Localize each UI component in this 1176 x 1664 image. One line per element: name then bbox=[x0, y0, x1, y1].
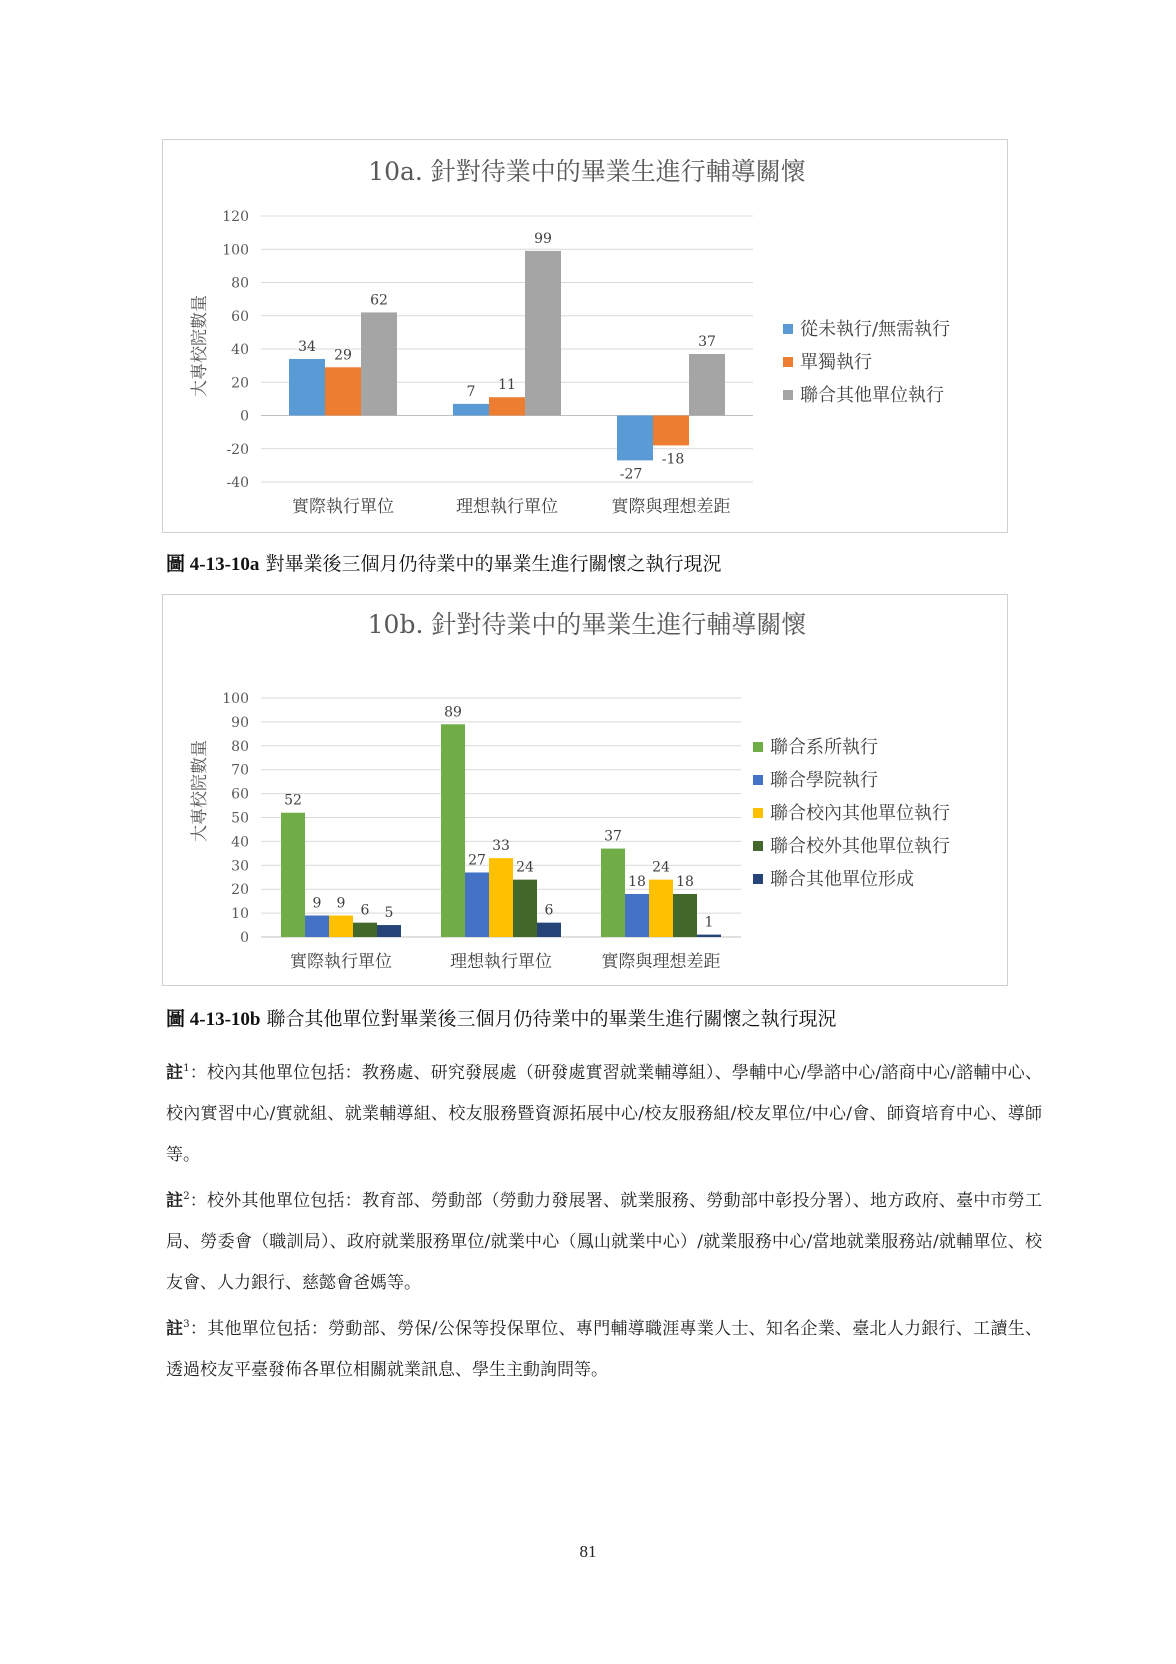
caption-text: 對畢業後三個月仍待業中的畢業生進行關懷之執行現況 bbox=[259, 553, 722, 575]
figure-caption-10a bbox=[166, 549, 721, 576]
bar bbox=[537, 923, 561, 937]
caption-label: 圖 4-13-10b bbox=[166, 1009, 261, 1030]
data-label: 6 bbox=[544, 902, 554, 919]
data-label: 1 bbox=[704, 914, 714, 931]
legend-entry: 從未執行/無需執行 bbox=[800, 319, 951, 340]
bar bbox=[601, 849, 625, 937]
legend-swatch bbox=[753, 841, 763, 851]
y-tick-label: 50 bbox=[231, 810, 249, 827]
y-tick-label: -40 bbox=[226, 475, 249, 491]
legend-swatch bbox=[753, 775, 763, 785]
caption-text: 聯合其他單位對畢業後三個月仍待業中的畢業生進行關懷之執行現況 bbox=[260, 1008, 837, 1030]
chart-10a bbox=[162, 139, 1008, 533]
chart-title: 10a. 針對待業中的畢業生進行輔導關懷 bbox=[368, 157, 806, 186]
bar bbox=[305, 915, 329, 937]
y-tick-label: 60 bbox=[231, 308, 249, 325]
legend-entry: 聯合系所執行 bbox=[770, 737, 878, 758]
y-tick-label: 40 bbox=[231, 834, 249, 851]
data-label: 5 bbox=[384, 905, 394, 922]
figure-caption-10b bbox=[166, 1004, 837, 1031]
note-number: 1 bbox=[183, 1063, 190, 1074]
data-label: 33 bbox=[492, 838, 510, 855]
data-label: 24 bbox=[652, 859, 670, 876]
bar bbox=[361, 312, 397, 415]
y-tick-label: 0 bbox=[240, 408, 249, 425]
data-label: 62 bbox=[370, 292, 388, 309]
bar bbox=[353, 923, 377, 937]
bar bbox=[617, 416, 653, 461]
bar bbox=[653, 416, 689, 446]
y-tick-label: 20 bbox=[231, 375, 249, 392]
bar bbox=[377, 925, 401, 937]
data-label: 7 bbox=[466, 383, 476, 400]
data-label: 9 bbox=[312, 895, 322, 912]
x-tick-label: 理想執行單位 bbox=[450, 952, 552, 972]
bar bbox=[325, 367, 361, 415]
data-label: 6 bbox=[360, 902, 370, 919]
bar bbox=[489, 858, 513, 937]
note-number: 3 bbox=[183, 1319, 190, 1330]
y-tick-label: 10 bbox=[231, 906, 249, 923]
bar bbox=[289, 359, 325, 416]
y-tick-label: 100 bbox=[222, 691, 249, 707]
data-label: 37 bbox=[698, 333, 716, 350]
legend-swatch bbox=[783, 357, 793, 367]
y-tick-label: 100 bbox=[222, 242, 249, 259]
caption-label: 圖 4-13-10a bbox=[166, 554, 260, 575]
data-label: 24 bbox=[516, 859, 534, 876]
bar bbox=[697, 935, 721, 937]
data-label: 89 bbox=[444, 704, 462, 721]
y-tick-label: 40 bbox=[231, 342, 249, 358]
y-axis-label: 大專校院數量 bbox=[190, 295, 210, 397]
note-label: 註 bbox=[166, 1319, 184, 1339]
y-tick-label: 90 bbox=[231, 714, 249, 731]
legend-entry: 聯合學院執行 bbox=[770, 770, 878, 791]
data-label: 11 bbox=[498, 377, 516, 394]
chart-10b-svg bbox=[163, 595, 1007, 985]
legend-entry: 單獨執行 bbox=[800, 352, 872, 373]
footnotes bbox=[166, 1048, 1042, 1391]
chart-10a-svg bbox=[163, 140, 1007, 532]
y-tick-label: 120 bbox=[222, 209, 249, 225]
note-number: 2 bbox=[183, 1191, 190, 1202]
bar bbox=[513, 880, 537, 937]
data-label: 34 bbox=[298, 338, 316, 355]
bar bbox=[441, 724, 465, 937]
x-tick-label: 理想執行單位 bbox=[456, 497, 558, 517]
page-number: 81 bbox=[579, 1542, 597, 1561]
footnote-2 bbox=[166, 1176, 1042, 1304]
chart-title: 10b. 針對待業中的畢業生進行輔導關懷 bbox=[367, 610, 807, 639]
data-label: -18 bbox=[661, 451, 685, 468]
footnote-3 bbox=[166, 1304, 1042, 1391]
y-tick-label: 0 bbox=[240, 930, 249, 946]
y-tick-label: 20 bbox=[231, 882, 249, 899]
note-text: ：校內其他單位包括：教務處、研究發展處（研發處實習就業輔導組）、學輔中心/學諮中心/諮商中心/諮輔中心、校內實習中心/實就組、就業輔導組、校友服務暨資源拓展中心/校友服務組/校友單位/中心/會、師資培育中心、導師等。 bbox=[166, 1063, 1043, 1165]
x-tick-label: 實際執行單位 bbox=[292, 497, 394, 517]
y-tick-label: 70 bbox=[231, 762, 249, 779]
y-tick-label: 30 bbox=[231, 858, 249, 875]
data-label: 18 bbox=[676, 873, 694, 890]
bar bbox=[625, 894, 649, 937]
data-label: 99 bbox=[534, 230, 552, 247]
bar bbox=[465, 872, 489, 937]
legend-swatch bbox=[753, 742, 763, 752]
data-label: 29 bbox=[334, 347, 352, 364]
bar bbox=[281, 813, 305, 937]
legend-entry: 聯合校外其他單位執行 bbox=[770, 836, 950, 857]
bar bbox=[453, 404, 489, 416]
y-tick-label: 80 bbox=[231, 275, 249, 292]
data-label: 52 bbox=[284, 792, 302, 809]
x-tick-label: 實際執行單位 bbox=[290, 952, 392, 972]
chart-10b bbox=[162, 594, 1008, 986]
data-label: 9 bbox=[336, 895, 346, 912]
footnote-1 bbox=[166, 1048, 1042, 1176]
bar bbox=[525, 251, 561, 416]
bar bbox=[689, 354, 725, 416]
y-axis-label: 大專校院數量 bbox=[190, 740, 210, 842]
data-label: 27 bbox=[468, 852, 486, 869]
y-tick-label: 60 bbox=[231, 786, 249, 803]
bar bbox=[489, 397, 525, 415]
bar bbox=[649, 880, 673, 937]
x-tick-label: 實際與理想差距 bbox=[601, 952, 721, 972]
legend-swatch bbox=[783, 324, 793, 334]
legend-swatch bbox=[753, 808, 763, 818]
y-tick-label: 80 bbox=[231, 738, 249, 755]
note-label: 註 bbox=[166, 1191, 184, 1211]
bar bbox=[329, 915, 353, 937]
y-tick-label: -20 bbox=[226, 441, 249, 458]
note-text: ：校外其他單位包括：教育部、勞動部（勞動力發展署、就業服務、勞動部中彰投分署）、地方政府、臺中市勞工局、勞委會（職訓局）、政府就業服務單位/就業中心（鳳山就業中心）/就業服務中心/當地就業服務站/就輔單位、校友會、人力銀行、慈懿會爸媽等。 bbox=[166, 1191, 1042, 1293]
x-tick-label: 實際與理想差距 bbox=[611, 497, 731, 517]
data-label: 37 bbox=[604, 828, 622, 845]
legend-entry: 聯合其他單位形成 bbox=[770, 869, 914, 890]
legend-swatch bbox=[753, 874, 763, 884]
legend-entry: 聯合其他單位執行 bbox=[800, 385, 944, 406]
note-text: ：其他單位包括：勞動部、勞保/公保等投保單位、專門輔導職涯專業人士、知名企業、臺北人力銀行、工讀生、透過校友平臺發佈各單位相關就業訊息、學生主動詢問等。 bbox=[166, 1319, 1042, 1380]
note-label: 註 bbox=[166, 1063, 184, 1083]
bar bbox=[673, 894, 697, 937]
data-label: 18 bbox=[628, 873, 646, 890]
legend-swatch bbox=[783, 390, 793, 400]
legend-entry: 聯合校內其他單位執行 bbox=[770, 803, 950, 824]
data-label: -27 bbox=[619, 466, 643, 483]
